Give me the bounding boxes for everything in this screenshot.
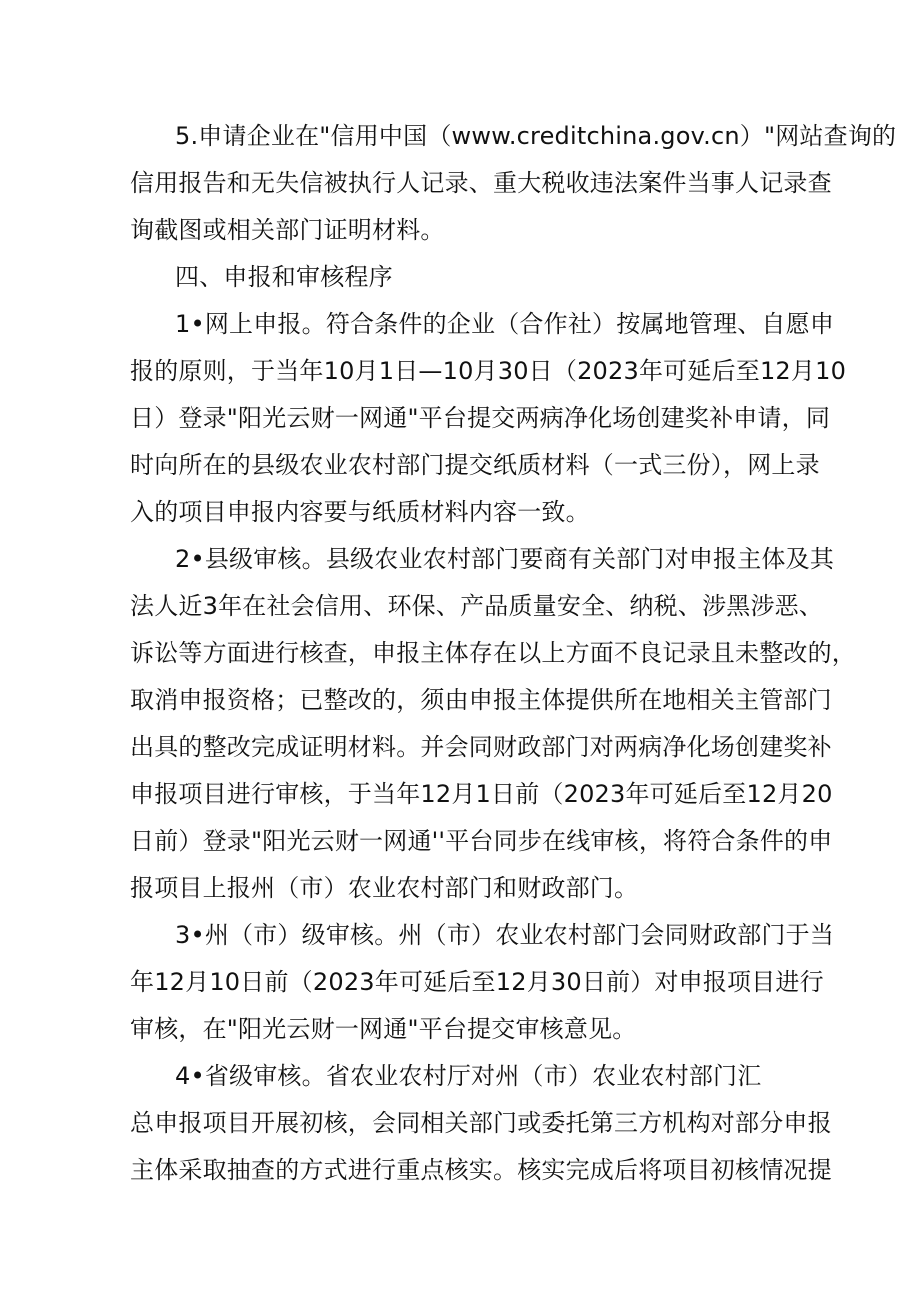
step-3-line-1: 3•州（市）级审核。州（市）农业农村部门会同财政部门于当 xyxy=(175,921,835,949)
step-1-line-5: 入的项目申报内容要与纸质材料内容一致。 xyxy=(130,498,590,526)
step-2-line-3: 诉讼等方面进行核查，申报主体存在以上方面不良记录且未整改的， xyxy=(130,639,856,667)
step-4-line-2: 总申报项目开展初核，会同相关部门或委托第三方机构对部分申报 xyxy=(130,1109,832,1137)
paragraph-5-line-2: 信用报告和无失信被执行人记录、重大税收违法案件当事人记录查 xyxy=(130,169,832,197)
step-2-line-5: 出具的整改完成证明材料。并会同财政部门对两病净化场创建奖补 xyxy=(130,733,832,761)
step-2-line-2: 法人近3年在社会信用、环保、产品质量安全、纳税、涉黑涉恶、 xyxy=(130,592,824,620)
step-1-line-1: 1•网上申报。符合条件的企业（合作社）按属地管理、自愿申 xyxy=(175,310,835,338)
step-2-line-7: 日前）登录"阳光云财一网通''平台同步在线审核，将符合条件的申 xyxy=(130,827,833,855)
step-1-line-4: 时向所在的县级农业农村部门提交纸质材料（一式三份），网上录 xyxy=(130,451,820,479)
step-3-line-2: 年12月10日前（2023年可延后至12月30日前）对申报项目进行 xyxy=(130,968,824,996)
step-2-line-1: 2•县级审核。县级农业农村部门要商有关部门对申报主体及其 xyxy=(175,545,835,573)
section-heading-4: 四、申报和审核程序 xyxy=(175,263,393,291)
step-4-line-1: 4•省级审核。省农业农村厅对州（市）农业农村部门汇 xyxy=(175,1062,762,1090)
paragraph-5-line-1: 5.申请企业在"信用中国（www.creditchina.gov.cn）"网站查询的 xyxy=(175,122,897,150)
step-2-line-8: 报项目上报州（市）农业农村部门和财政部门。 xyxy=(130,874,639,902)
step-1-line-2: 报的原则，于当年10月1日—10月30日（2023年可延后至12月10 xyxy=(130,357,847,385)
paragraph-5-line-3: 询截图或相关部门证明材料。 xyxy=(130,216,445,244)
step-4-line-3: 主体采取抽查的方式进行重点核实。核实完成后将项目初核情况提 xyxy=(130,1156,832,1184)
step-2-line-6: 申报项目进行审核，于当年12月1日前（2023年可延后至12月20 xyxy=(130,780,833,808)
step-3-line-3: 审核，在"阳光云财一网通"平台提交审核意见。 xyxy=(130,1015,637,1043)
step-2-line-4: 取消申报资格；已整改的，须由申报主体提供所在地相关主管部门 xyxy=(130,686,832,714)
step-1-line-3: 日）登录"阳光云财一网通"平台提交两病净化场创建奖补申请，同 xyxy=(130,404,831,432)
